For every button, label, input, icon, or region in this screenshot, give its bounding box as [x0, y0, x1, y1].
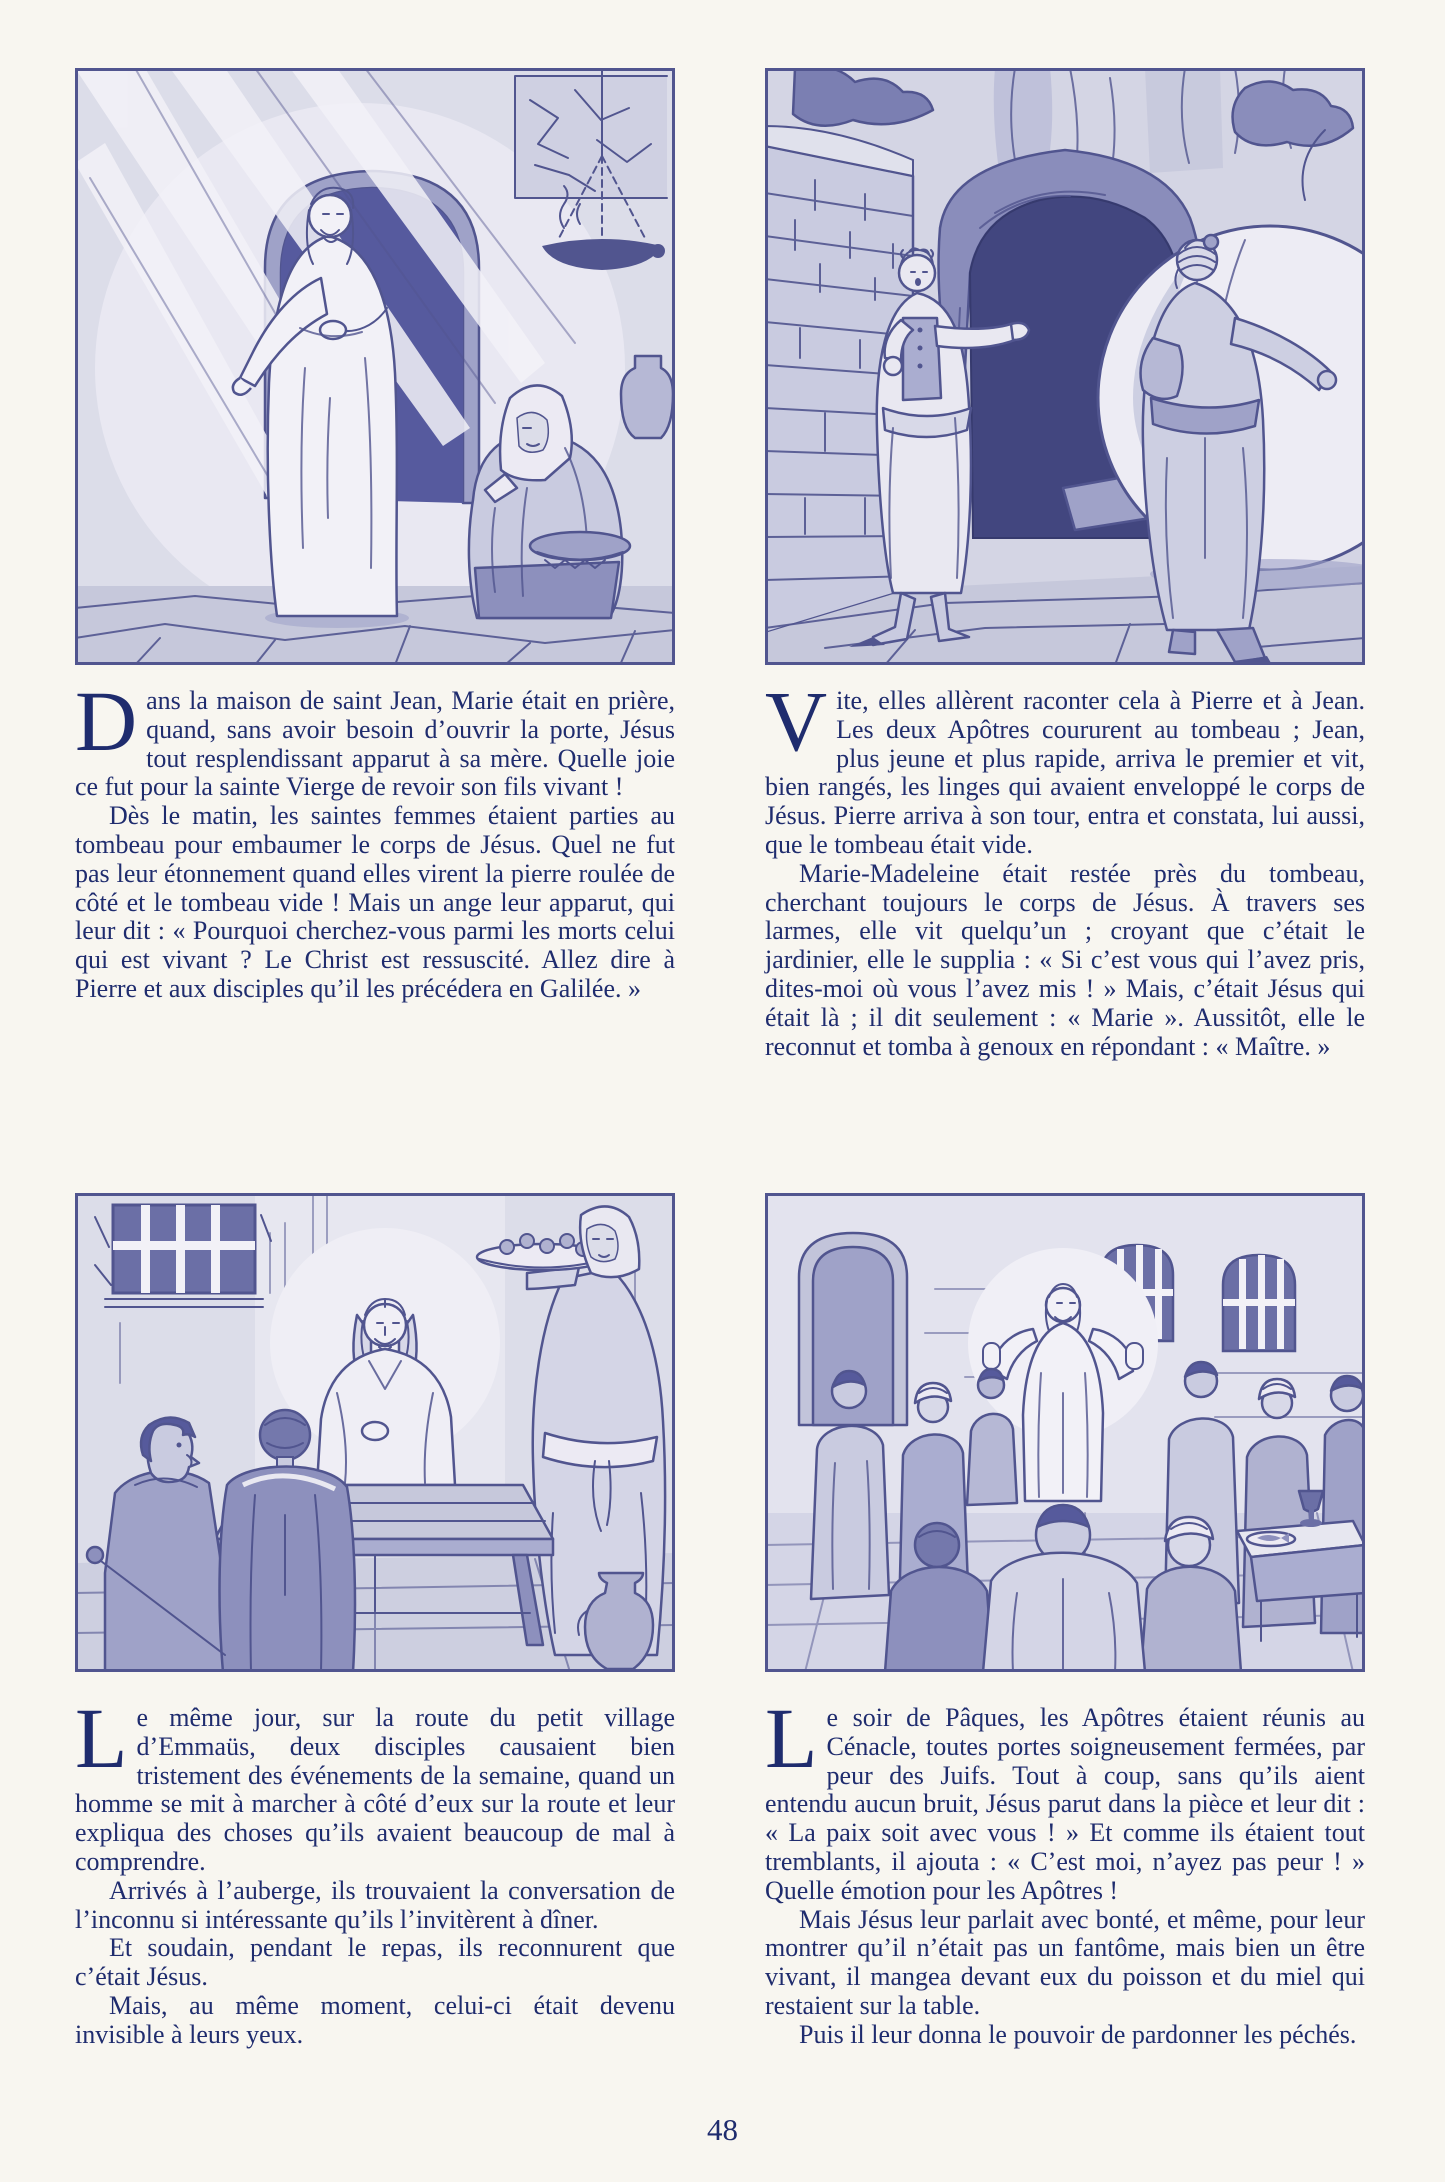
illustration-cenacle-apparition — [765, 1193, 1365, 1672]
illustration-empty-tomb — [765, 68, 1365, 665]
paragraph-text: e même jour, sur la route du petit village d’Emmaüs, deux disciples causaient bien tristement des événements de la semaine, quand un homme se mit à marcher à côté d’eux sur la route et leur expliqua des choses qu’ils avaient beaucoup de mal à comprendre. — [75, 1703, 675, 1876]
drop-cap: D — [75, 673, 138, 769]
lead-paragraph — [765, 1690, 1365, 1906]
lead-paragraph — [75, 673, 675, 802]
drop-cap: L — [75, 1690, 128, 1786]
illustration-jesus-appears-to-mary — [75, 68, 675, 665]
paragraph: Dès le matin, les saintes femmes étaient parties au tombeau pour embaumer le corps de Jésus. Quel ne fut pas leur étonnement quand elles virent la pierre roulée de côté et le tombeau vide ! Mais un ange leur apparut, qui leur dit : « Pourquoi cherchez-vous parmi les morts celui qui est vivant ? Le Christ est ressuscité. Allez dire à Pierre et aux disciples qu’il les précédera en Galilée. » — [75, 801, 675, 1003]
paragraph-text: ans la maison de saint Jean, Marie était en prière, quand, sans avoir besoin d’ouvrir la porte, Jésus tout resplendissant apparut à sa mère. Quelle joie ce fut pour la sainte Vierge de revoir son fils vivant ! — [75, 686, 675, 802]
paragraph-text: ite, elles allèrent raconter cela à Pierre et à Jean. Les deux Apôtres coururent au tombeau ; Jean, plus jeune et plus rapide, arriva le premier et vit, bien rangés, les linges qui avaient enveloppé le corps de Jésus. Pierre arriva à son tour, entra et constata, lui aussi, que le tombeau était vide. — [765, 686, 1365, 859]
article-emmaus — [75, 1690, 675, 2050]
paragraph: Mais Jésus leur parlait avec bonté, et même, pour leur montrer qu’il n’était pas un fantôme, mais bien un être vivant, il mangea devant eux du poisson et du miel qui restaient sur la table. — [765, 1904, 1365, 2020]
drop-cap: L — [765, 1690, 818, 1786]
paragraph: Marie-Madeleine était restée près du tombeau, cherchant toujours le corps de Jésus. À travers ses larmes, elle vit quelqu’un ; croyant que c’était le jardinier, elle le supplia : « Si c’est vous qui l’avez pris, dites-moi où vous l’avez mis ! » Mais, c’était Jésus qui était là ; il dit seulement : « Marie ». Aussitôt, elle le reconnut et tomba à genoux en répondant : « Maître. » — [765, 858, 1365, 1061]
lead-paragraph — [75, 1690, 675, 1877]
paragraph-text: e soir de Pâques, les Apôtres étaient réunis au Cénacle, toutes portes soigneusement fermées, par peur des Juifs. Tout à coup, sans qu’ils aient entendu aucun bruit, Jésus parut dans la pièce et leur dit : « La paix soit avec vous ! » Et comme ils étaient tout tremblants, il ajouta : « C’est moi, n’ayez pas peur ! » Quelle émotion pour les Apôtres ! — [765, 1703, 1365, 1905]
article-empty-tomb — [765, 673, 1365, 1061]
article-mary-apparition — [75, 673, 675, 1004]
paragraph: Puis il leur donna le pouvoir de pardonner les péchés. — [799, 2019, 1357, 2049]
page-number: 48 — [707, 2112, 738, 2147]
paragraph: Arrivés à l’auberge, ils trouvaient la conversation de l’inconnu si intéressante qu’ils l’invitèrent à dîner. — [75, 1875, 675, 1934]
illustration-supper-at-emmaus — [75, 1193, 675, 1672]
drop-cap: V — [765, 673, 828, 769]
lead-paragraph — [765, 673, 1365, 860]
article-cenacle — [765, 1690, 1365, 2050]
paragraph: Mais, au même moment, celui-ci était devenu invisible à leurs yeux. — [75, 1990, 675, 2049]
paragraph: Et soudain, pendant le repas, ils reconnurent que c’était Jésus. — [75, 1933, 675, 1992]
